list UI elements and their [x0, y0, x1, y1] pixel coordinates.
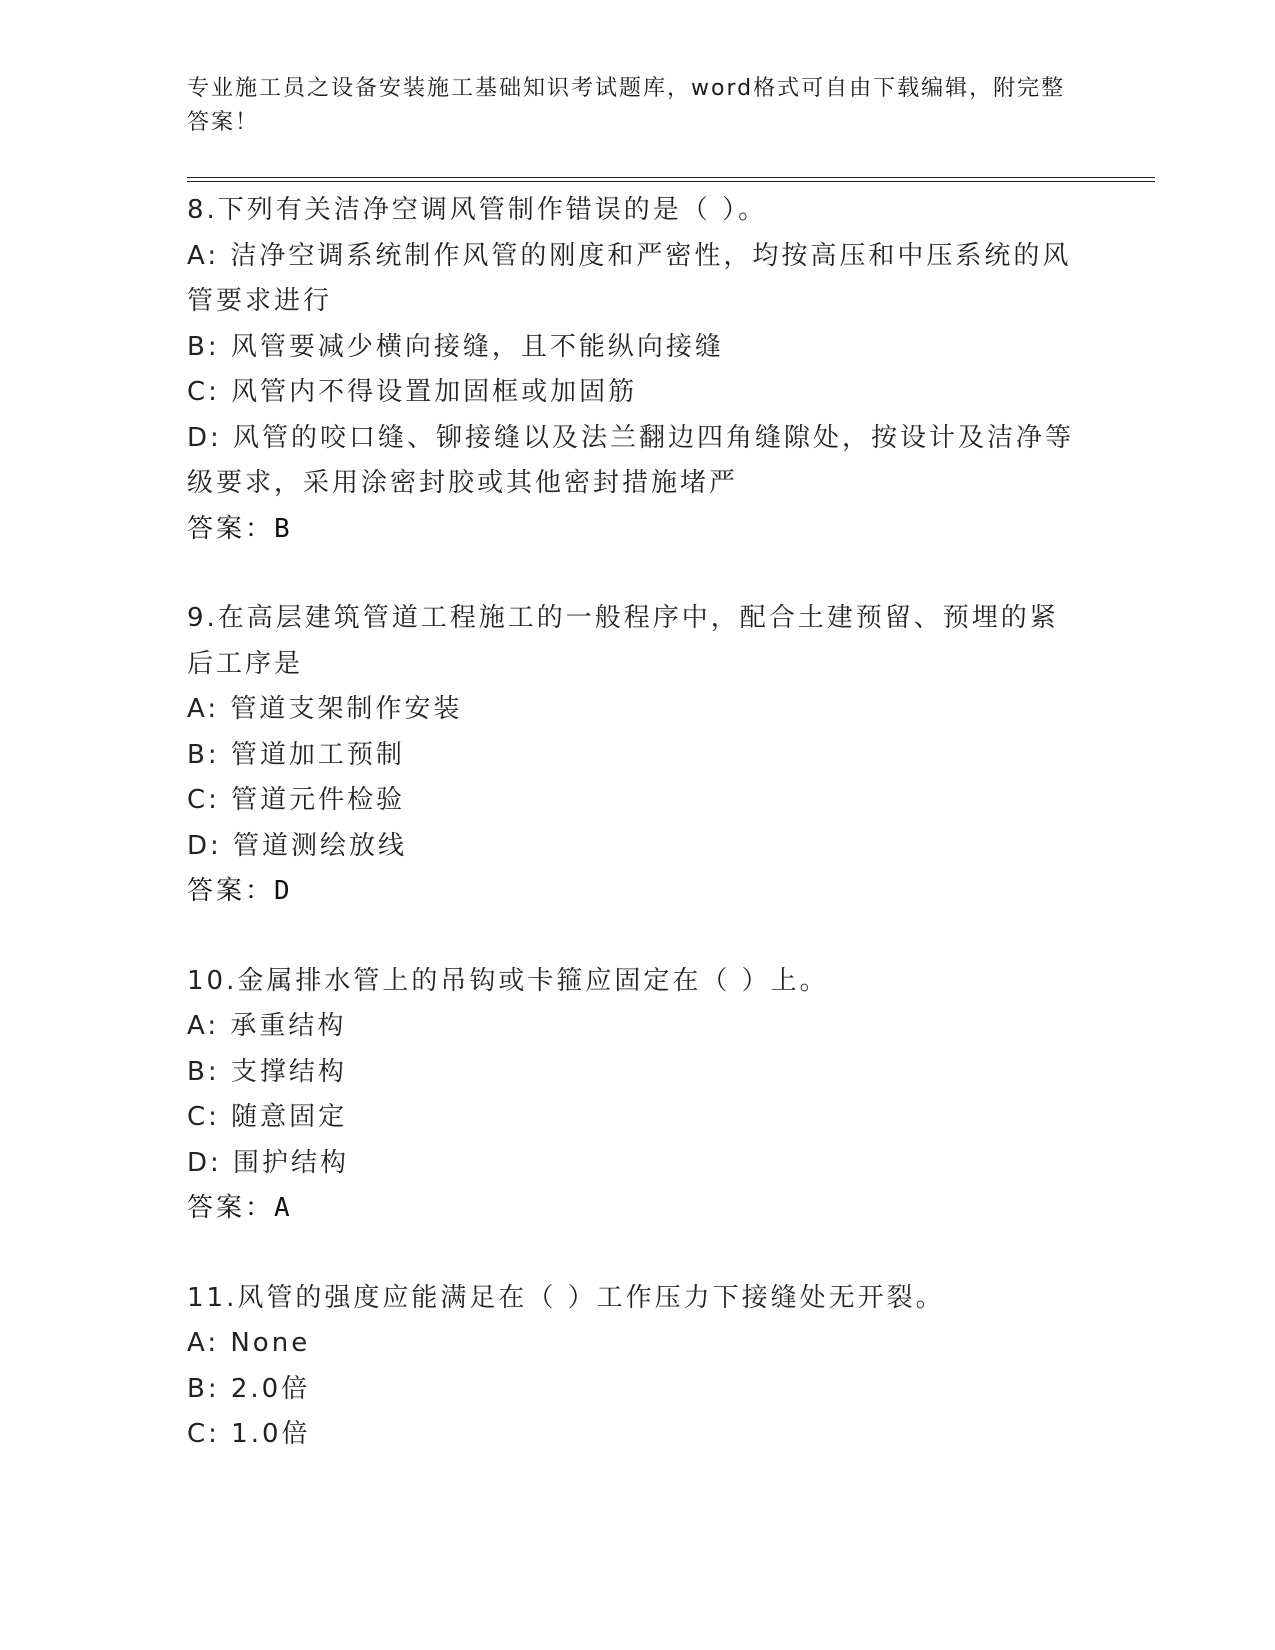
question-stem: 9.在高层建筑管道工程施工的一般程序中，配合土建预留、预埋的紧后工序是: [187, 603, 1059, 679]
option-d: D: 风管的咬口缝、铆接缝以及法兰翻边四角缝隙处，按设计及洁净等级要求，采用涂密封胶或其他密封措施堵严: [187, 422, 1075, 498]
answer-value: A: [274, 1193, 293, 1223]
option-b: B: 支撑结构: [187, 1056, 347, 1087]
question-9: [187, 596, 1077, 915]
option-a: A: None: [187, 1328, 311, 1358]
option-a: A: 承重结构: [187, 1011, 347, 1041]
question-stem: 8.下列有关洁净空调风管制作错误的是（ ）。: [187, 195, 768, 225]
option-c: C: 风管内不得设置加固框或加固筋: [187, 377, 638, 407]
option-d: D: 管道测绘放线: [187, 830, 408, 861]
answer-label: 答案：: [187, 513, 275, 544]
answer-line: [187, 507, 1077, 553]
option-c: C: 1.0倍: [187, 1419, 311, 1449]
question-stem: 11.风管的强度应能满足在（ ）工作压力下接缝处无开裂。: [187, 1282, 945, 1313]
option-b: B: 2.0倍: [187, 1373, 311, 1404]
option-b: B: 风管要减少横向接缝，且不能纵向接缝: [187, 331, 724, 362]
option-c: C: 管道元件检验: [187, 785, 406, 815]
answer-label: 答案：: [187, 876, 275, 906]
answer-label: 答案：: [187, 1193, 275, 1223]
question-10: [187, 959, 1077, 1232]
question-11: [187, 1276, 1077, 1458]
option-c: C: 随意固定: [187, 1102, 348, 1132]
option-a: A: 管道支架制作安装: [187, 694, 463, 724]
answer-line: [187, 1186, 1077, 1232]
option-a: A: 洁净空调系统制作风管的刚度和严密性，均按高压和中压系统的风管要求进行: [187, 240, 1072, 316]
header-divider: [187, 177, 1155, 182]
option-b: B: 管道加工预制: [187, 739, 405, 770]
answer-line: [187, 869, 1077, 915]
document-header: 专业施工员之设备安装施工基础知识考试题库，word格式可自由下载编辑，附完整答案！: [187, 76, 1066, 135]
question-8: [187, 188, 1077, 552]
question-stem: 10.金属排水管上的吊钩或卡箍应固定在（ ）上。: [187, 965, 829, 996]
answer-value: B: [274, 513, 293, 544]
question-list: [187, 188, 1077, 1458]
answer-value: D: [274, 876, 293, 906]
option-d: D: 围护结构: [187, 1147, 350, 1178]
